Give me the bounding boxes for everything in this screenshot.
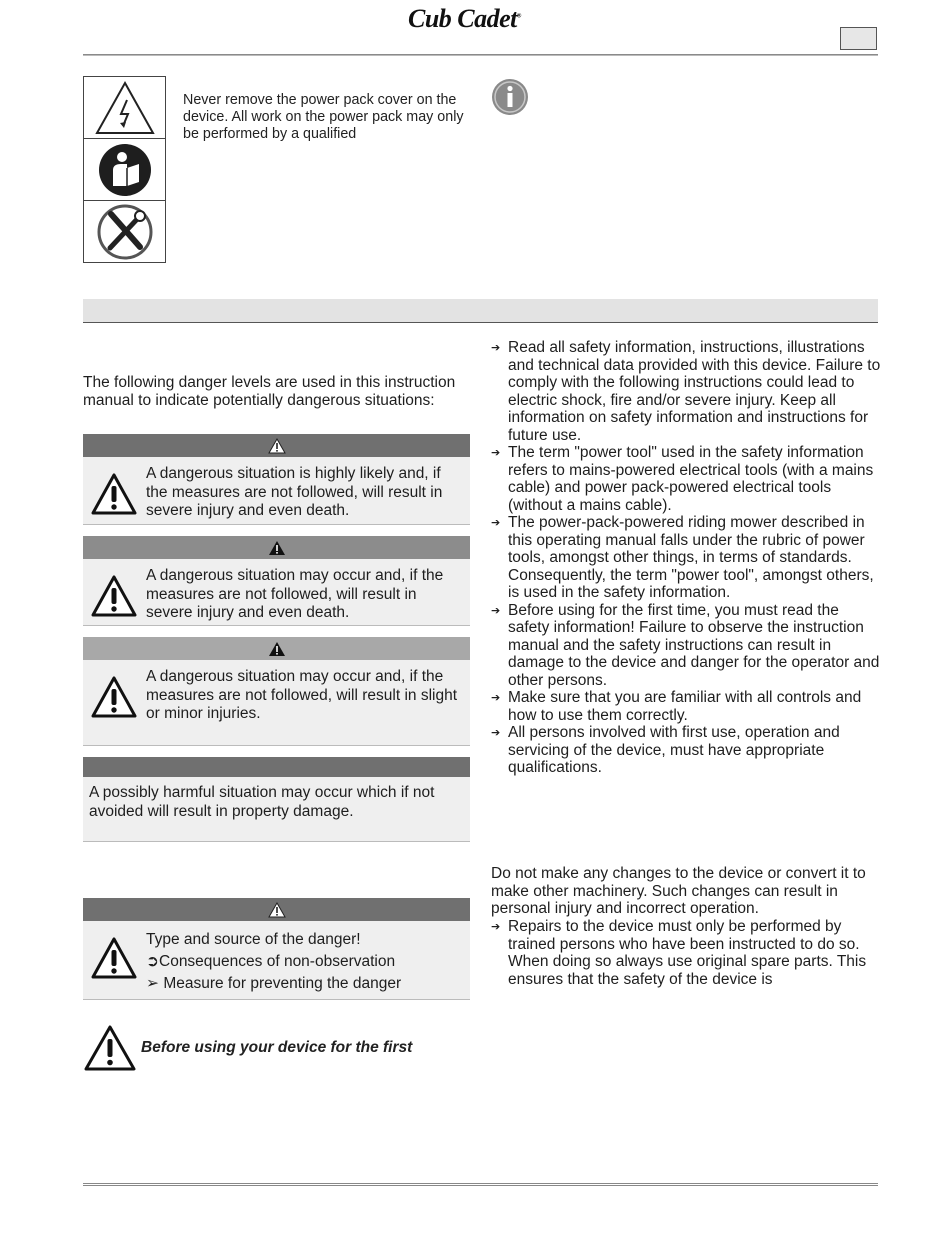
brand-name: Cub Cadet <box>408 4 517 33</box>
consequence-bullet-icon: ➲ <box>146 953 159 970</box>
arrow-bullet-icon: ➔ <box>491 342 501 354</box>
warning-triangle-icon <box>91 473 137 515</box>
electric-hazard-icon <box>84 77 165 139</box>
danger-level-text: A dangerous situation may occur and, if the measures are not followed, will result in slight or minor injuries. <box>146 668 457 722</box>
warning-structure-text <box>146 929 466 995</box>
list-item: ➔ The term "power tool" used in the safety information refers to mains-powered electrical tools (with a mains cable) and power pack-powered electrical tools (without a mains cable). <box>491 444 874 514</box>
danger-level-text: A dangerous situation is highly likely and, if the measures are not followed, will result in severe injury and even death. <box>146 465 443 519</box>
general-safety-list <box>491 339 881 777</box>
arrow-bullet-icon: ➔ <box>491 604 501 617</box>
warning-small-icon <box>268 641 286 657</box>
language-tab <box>840 27 877 50</box>
brand-mark: ® <box>516 13 521 20</box>
danger-levels-intro: The following danger levels are used in this instruction manual to indicate potentially dangerous situations: <box>83 374 456 409</box>
structure-line-type: Type and source of the danger! <box>146 931 361 948</box>
warning-structure-header <box>83 898 470 921</box>
warning-triangle-icon <box>84 1025 136 1071</box>
notice-header <box>83 757 470 777</box>
arrow-bullet-icon: ➔ <box>491 692 501 704</box>
arrow-bullet-icon: ➔ <box>491 517 501 529</box>
warning-structure-box <box>83 898 470 1000</box>
danger-level-header <box>83 434 470 457</box>
warning-small-icon <box>268 438 286 454</box>
list-item: ➔ Read all safety information, instructions, illustrations and technical data provided with this device. Failure to comply with the following instructions could lead to electric shock, fire and/or severe injury. Keep all information on safety information and instructions for future use. <box>491 339 881 444</box>
arrow-bullet-icon: ➔ <box>491 727 501 739</box>
brand-logo <box>408 4 521 34</box>
measure-bullet-icon: ➢ <box>146 975 159 992</box>
structure-line-consequences: ➲Consequences of non-observation <box>146 953 396 970</box>
danger-level-header <box>83 637 470 660</box>
list-item: ➔ The power-pack-powered riding mower described in this operating manual falls under the rubric of power tools, amongst other things, in terms of standards. Consequently, the term "power tool", amongst others, is used in the safety information. <box>491 514 874 601</box>
arrow-bullet-icon: ➔ <box>491 447 501 459</box>
structure-line-measure: ➢ Measure for preventing the danger <box>146 975 402 992</box>
info-icon <box>491 78 529 116</box>
danger-level-box <box>83 536 470 626</box>
section-heading-bar <box>83 299 878 323</box>
warning-triangle-icon <box>91 676 137 718</box>
list-item: ➔ All persons involved with first use, operation and servicing of the device, must have appropriate qualifications. <box>491 724 840 776</box>
before-use-warning: Before using your device for the first <box>141 1039 413 1056</box>
danger-level-box <box>83 637 470 746</box>
list-item: ➔ Before using for the first time, you must read the safety information! Failure to observe the instruction manual and the safety instructions can result in damage to the device and danger for the operator and other persons. <box>491 601 880 689</box>
warning-small-icon <box>268 902 286 918</box>
danger-level-text: A dangerous situation may occur and, if the measures are not followed, will result in severe injury and even death. <box>146 567 444 621</box>
arrow-bullet-icon: ➔ <box>491 921 501 933</box>
header-rule <box>83 54 878 56</box>
danger-level-header <box>83 536 470 559</box>
warning-triangle-icon <box>91 575 137 617</box>
power-pack-notice: Never remove the power pack cover on the device. All work on the power pack may only be performed by a qualified <box>183 92 464 142</box>
read-manual-icon <box>84 139 165 201</box>
list-item: ➔ Make sure that you are familiar with all controls and how to use them correctly. <box>491 689 862 724</box>
notice-text: A possibly harmful situation may occur which if not avoided will result in property damage. <box>89 784 435 820</box>
notice-box <box>83 757 470 842</box>
warning-triangle-icon <box>91 937 137 979</box>
danger-level-box <box>83 434 470 525</box>
repair-list <box>491 918 881 988</box>
footer-rule <box>83 1183 878 1186</box>
modification-warning: Do not make any changes to the device or convert it to make other machinery. Such changes can result in personal injury and incorrect operation. <box>491 865 866 917</box>
warning-small-icon <box>268 540 286 556</box>
list-item: ➔ Repairs to the device must only be performed by trained persons who have been instructed to do so. When doing so always use original spare parts. This ensures that the safety of the device is <box>491 918 867 988</box>
safety-icon-column <box>83 76 166 263</box>
no-tools-icon <box>84 201 165 262</box>
